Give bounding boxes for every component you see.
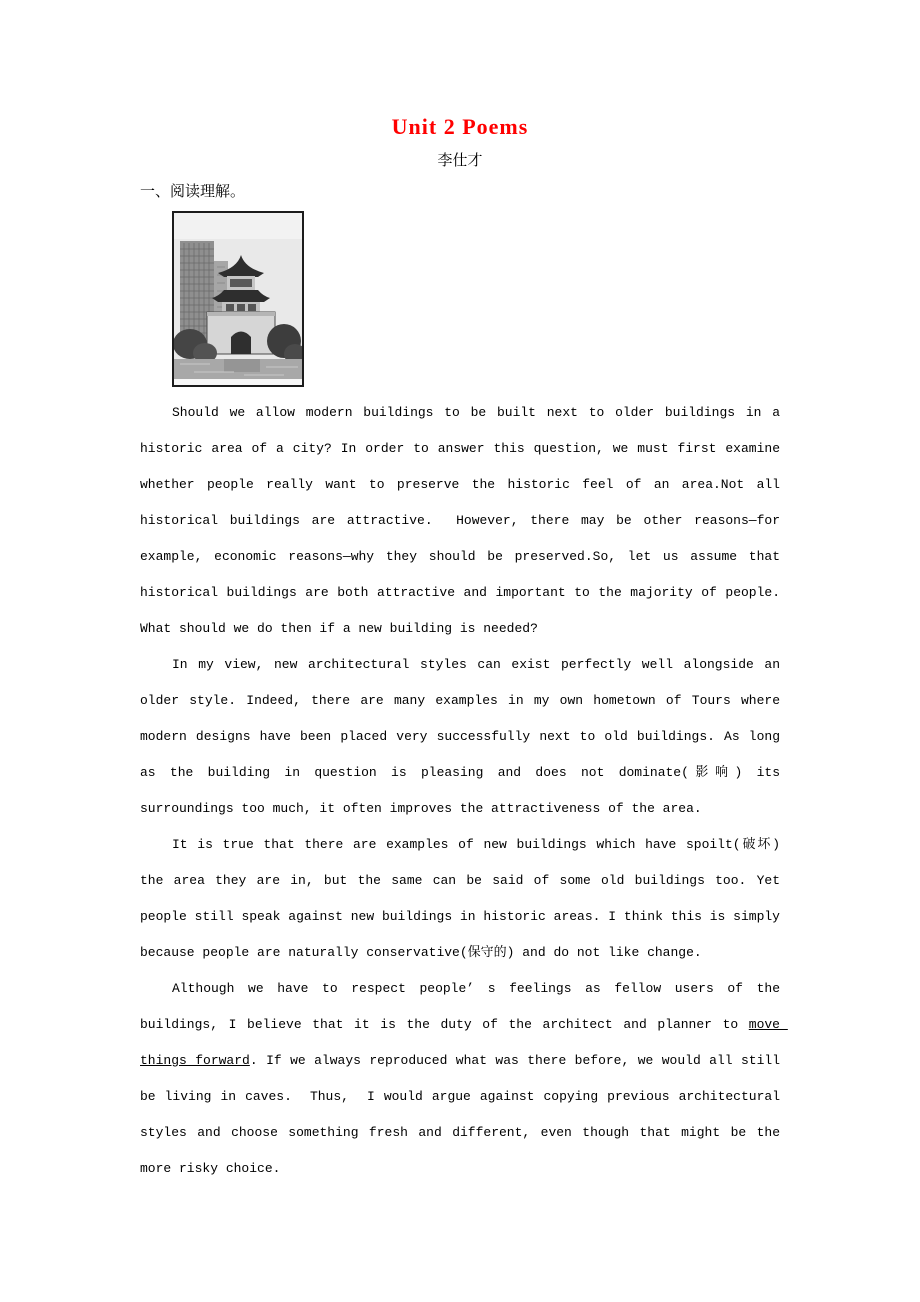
paragraph-1: Should we allow modern buildings to be built next to older buildings in a historic area of a city? In order to answer this question, we must first examine whether people really want to preserve the historic feel of an area.Not all historical buildings are attractive. However, there may be other reasons—for example, economic reasons—why they should be preserved.So, let us assume that historical buildings are both attractive and important to the majority of people. What should we do then if a new building is needed? [140, 405, 788, 636]
paragraph-2: In my view, new architectural styles can exist perfectly well alongside an older style. Indeed, there are many examples in my own hometown of Tours where modern designs have been placed very successfully next to old buildings. As long as the building in question is pleasing and does not dominate(影响) its surroundings too much, it often improves the attractiveness of the area. [140, 657, 788, 816]
tower-photo-illustration [174, 213, 302, 385]
paragraph-3: It is true that there are examples of new buildings which have spoilt(破坏) the area they are in, but the same can be said of some old buildings too. Yet people still speak against new buildings in historic areas. I think this is simply because people are naturally conservative(保守的) and do not like change. [140, 837, 788, 960]
page-title: Unit 2 Poems [391, 114, 529, 139]
paragraph-4-before: Although we have to respect people’ s feelings as fellow users of the buildings, I believe that it is the duty of the architect and planner to [140, 981, 788, 1032]
author-name: 李仕才 [437, 152, 483, 169]
article-body [140, 395, 788, 1187]
paragraph-4 [140, 971, 788, 1187]
article-photo [172, 211, 304, 387]
section-heading: 一、阅读理解。 [140, 183, 246, 200]
paragraph-4-after: . If we always reproduced what was there before, we would all still be living in caves. Thus, I would argue against copying previous architectural styles and choose something fresh and different, even though that might be the more risky choice. [140, 1053, 788, 1176]
underlined-phrase: move things forward [140, 1017, 788, 1068]
water-shape [174, 359, 302, 379]
